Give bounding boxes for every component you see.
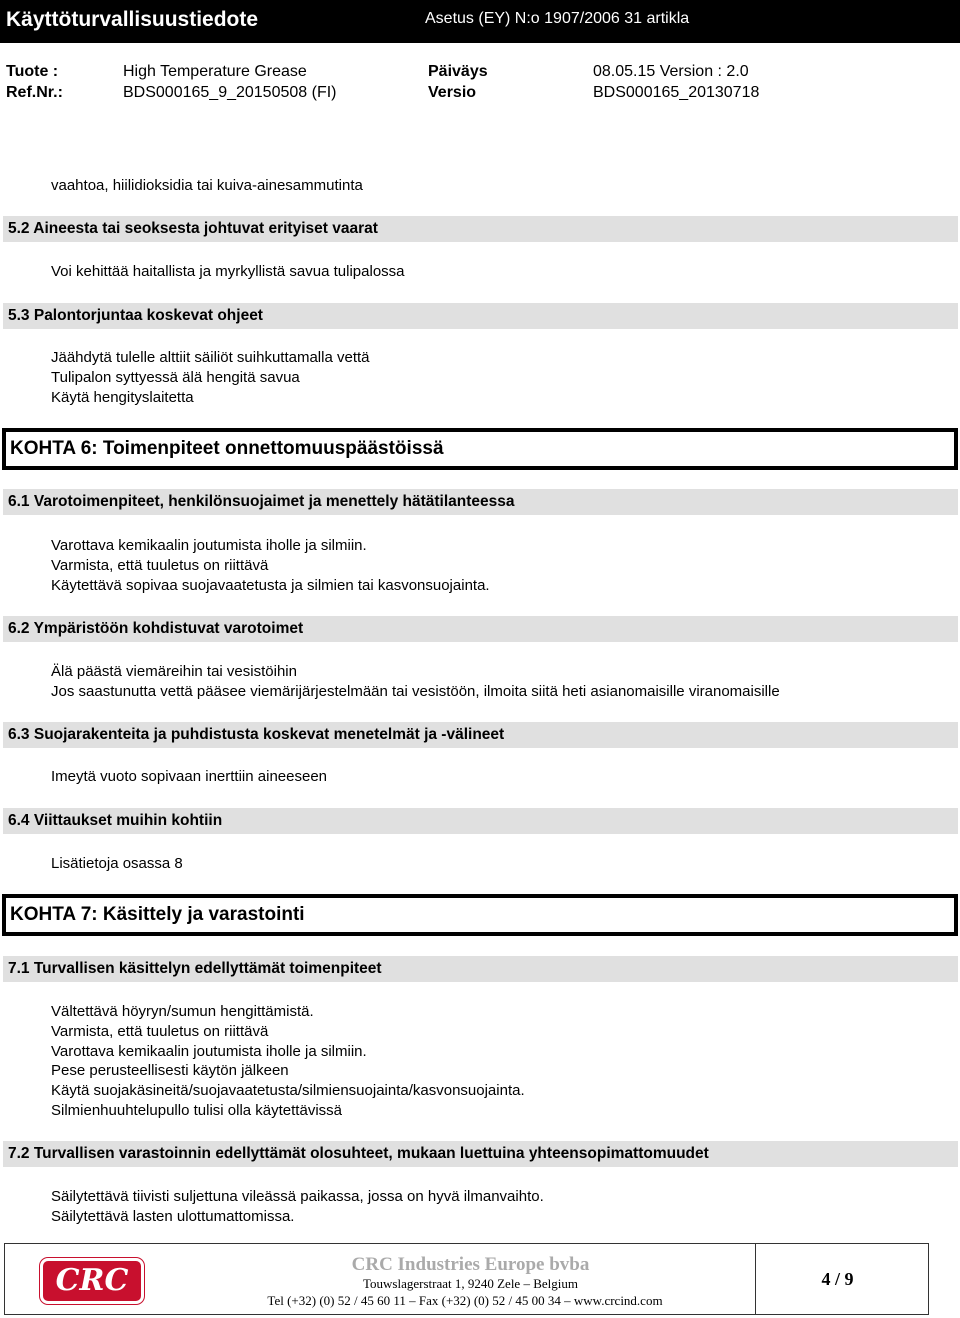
document-title: Käyttöturvallisuustiedote <box>6 8 259 31</box>
s7-2-line: Säilytettävä lasten ulottumattomissa. <box>51 1208 295 1225</box>
page-number: 4 / 9 <box>821 1269 854 1289</box>
regulation-reference: Asetus (EY) N:o 1907/2006 31 artikla <box>425 10 690 27</box>
s7-1-line: Silmienhuuhtelupullo tulisi olla käytettävissä <box>51 1102 342 1119</box>
s6-4-line: Lisätietoja osassa 8 <box>51 855 183 872</box>
section-6-heading: KOHTA 6: Toimenpiteet onnettomuuspäästöissä <box>2 428 958 470</box>
crc-logo <box>40 1258 144 1304</box>
subsection-6-1-title: 6.1 Varotoimenpiteet, henkilönsuojaimet ja menettely hätätilanteessa <box>3 489 958 515</box>
company-name: CRC Industries Europe bvba <box>351 1254 590 1275</box>
s6-1-line: Varottava kemikaalin joutumista iholle ja silmiin. <box>51 537 367 554</box>
logo-text: CRC <box>55 1263 129 1298</box>
version-value: BDS000165_20130718 <box>593 84 760 101</box>
s6-3-line: Imeytä vuoto sopivaan inerttiin aineeseen <box>51 768 328 785</box>
s7-1-line: Käytä suojakäsineitä/suojavaatetusta/silmiensuojainta/kasvonsuojainta. <box>51 1082 525 1099</box>
s7-1-line: Vältettävä höyryn/sumun hengittämistä. <box>51 1003 314 1020</box>
s7-1-line: Varmista, että tuuletus on riittävä <box>51 1023 269 1040</box>
s7-2-line: Säilytettävä tiivisti suljettuna vileässä paikassa, jossa on hyvä ilmanvaihto. <box>51 1188 544 1205</box>
ref-label: Ref.Nr.: <box>6 84 63 101</box>
version-label: Versio <box>428 84 477 101</box>
s6-1-line: Käytettävä sopivaa suojavaatetusta ja silmien tai kasvonsuojainta. <box>51 577 490 594</box>
subsection-7-1-title: 7.1 Turvallisen käsittelyn edellyttämät toimenpiteet <box>3 956 958 982</box>
subsection-5-2-title: 5.2 Aineesta tai seoksesta johtuvat erityiset vaarat <box>3 216 958 242</box>
s6-1-line: Varmista, että tuuletus on riittävä <box>51 557 269 574</box>
s7-1-line: Pese perusteellisesti käytön jälkeen <box>51 1062 289 1079</box>
subsection-6-4-title: 6.4 Viittaukset muihin kohtiin <box>3 808 958 834</box>
product-value: High Temperature Grease <box>123 63 307 80</box>
s5-3-line: Käytä hengityslaitetta <box>51 389 194 406</box>
company-address: Touwslagerstraat 1, 9240 Zele – Belgium <box>363 1276 578 1291</box>
date-label: Päiväys <box>428 63 488 80</box>
subsection-6-2-title: 6.2 Ympäristöön kohdistuvat varotoimet <box>3 616 958 642</box>
s6-2-line: Älä päästä viemäreihin tai vesistöihin <box>51 663 297 680</box>
s7-1-line: Varottava kemikaalin joutumista iholle ja silmiin. <box>51 1043 367 1060</box>
section-7-heading: KOHTA 7: Käsittely ja varastointi <box>2 894 958 936</box>
s5-2-line: Voi kehittää haitallista ja myrkyllistä savua tulipalossa <box>51 263 405 280</box>
date-value: 08.05.15 Version : 2.0 <box>593 63 749 80</box>
company-contact: Tel (+32) (0) 52 / 45 60 11 – Fax (+32) (0) 52 / 45 00 34 – www.crcind.com <box>267 1293 663 1308</box>
subsection-5-3-title: 5.3 Palontorjuntaa koskevat ohjeet <box>3 303 958 329</box>
s5-3-line: Jäähdytä tulelle alttiit säiliöt suihkuttamalla vettä <box>51 349 370 366</box>
subsection-6-3-title: 6.3 Suojarakenteita ja puhdistusta koskevat menetelmät ja -välineet <box>3 722 958 748</box>
product-label: Tuote : <box>6 63 59 80</box>
intro-line: vaahtoa, hiilidioksidia tai kuiva-ainesammutinta <box>51 177 363 194</box>
s5-3-line: Tulipalon syttyessä älä hengitä savua <box>51 369 300 386</box>
ref-value: BDS000165_9_20150508 (FI) <box>123 84 337 101</box>
s6-2-line: Jos saastunutta vettä pääsee viemärijärjestelmään tai vesistöön, ilmoita siitä heti asianomaisille viranomaisille <box>51 683 780 700</box>
subsection-7-2-title: 7.2 Turvallisen varastoinnin edellyttämät olosuhteet, mukaan luettuina yhteensopimattomuudet <box>3 1141 958 1167</box>
